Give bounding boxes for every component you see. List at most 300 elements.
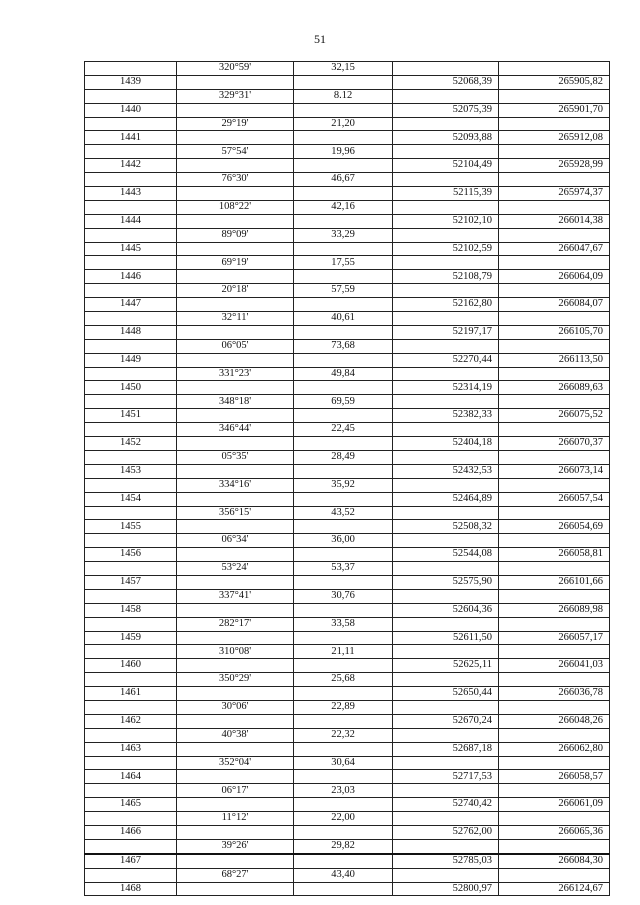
distance-cell — [294, 687, 393, 701]
distance-cell: 53,37 — [294, 562, 393, 576]
segment-row — [85, 228, 610, 242]
distance-cell: 36,00 — [294, 534, 393, 548]
y-cell — [499, 589, 610, 603]
angle-cell — [177, 159, 294, 173]
point-row — [85, 159, 610, 173]
angle-cell: 39°26' — [177, 839, 294, 853]
point-row — [85, 520, 610, 534]
distance-cell: 69,59 — [294, 395, 393, 409]
y-cell — [499, 700, 610, 714]
distance-cell — [294, 854, 393, 868]
point-cell — [85, 284, 177, 298]
point-cell — [85, 62, 177, 76]
segment-row — [85, 339, 610, 353]
y-cell — [499, 868, 610, 882]
x-coordinate: 52075,39 — [393, 103, 499, 117]
point-number: 1465 — [85, 798, 177, 812]
x-cell — [393, 673, 499, 687]
point-row — [85, 882, 610, 896]
distance-cell — [294, 298, 393, 312]
distance-cell: 21,11 — [294, 645, 393, 659]
distance-cell — [294, 742, 393, 756]
point-number: 1463 — [85, 742, 177, 756]
point-cell — [85, 812, 177, 826]
distance-cell — [294, 492, 393, 506]
y-coordinate: 266057,17 — [499, 631, 610, 645]
distance-cell: 32,15 — [294, 62, 393, 76]
x-cell — [393, 839, 499, 853]
distance-cell: 42,16 — [294, 200, 393, 214]
y-cell — [499, 173, 610, 187]
point-cell — [85, 228, 177, 242]
angle-cell — [177, 409, 294, 423]
distance-cell — [294, 437, 393, 451]
x-coordinate: 52162,80 — [393, 298, 499, 312]
page-number: 51 — [314, 32, 326, 46]
point-number: 1444 — [85, 214, 177, 228]
distance-cell — [294, 520, 393, 534]
x-cell — [393, 367, 499, 381]
angle-cell: 06°17' — [177, 784, 294, 798]
x-coordinate: 52197,17 — [393, 325, 499, 339]
segment-row — [85, 839, 610, 853]
distance-cell: 25,68 — [294, 673, 393, 687]
segment-row — [85, 284, 610, 298]
segment-row — [85, 256, 610, 270]
point-row — [85, 325, 610, 339]
segment-row — [85, 673, 610, 687]
x-cell — [393, 256, 499, 270]
x-coordinate: 52762,00 — [393, 825, 499, 839]
y-coordinate: 266070,37 — [499, 437, 610, 451]
point-number: 1456 — [85, 548, 177, 562]
distance-cell — [294, 714, 393, 728]
distance-cell — [294, 464, 393, 478]
angle-cell — [177, 659, 294, 673]
distance-cell — [294, 187, 393, 201]
y-cell — [499, 506, 610, 520]
distance-cell — [294, 381, 393, 395]
distance-cell — [294, 882, 393, 896]
x-cell — [393, 700, 499, 714]
distance-cell: 23,03 — [294, 784, 393, 798]
angle-cell: 32°11' — [177, 312, 294, 326]
y-coordinate: 266058,81 — [499, 548, 610, 562]
point-number: 1446 — [85, 270, 177, 284]
angle-cell: 30°06' — [177, 700, 294, 714]
y-coordinate: 266105,70 — [499, 325, 610, 339]
distance-cell: 46,67 — [294, 173, 393, 187]
y-coordinate: 266036,78 — [499, 687, 610, 701]
y-cell — [499, 284, 610, 298]
point-number: 1468 — [85, 882, 177, 896]
point-row — [85, 742, 610, 756]
point-cell — [85, 784, 177, 798]
point-row — [85, 353, 610, 367]
angle-cell: 108°22' — [177, 200, 294, 214]
y-coordinate: 266041,03 — [499, 659, 610, 673]
y-cell — [499, 617, 610, 631]
point-cell — [85, 868, 177, 882]
y-cell — [499, 450, 610, 464]
y-cell — [499, 395, 610, 409]
point-cell — [85, 423, 177, 437]
point-number: 1439 — [85, 75, 177, 89]
y-coordinate: 266057,54 — [499, 492, 610, 506]
y-cell — [499, 673, 610, 687]
distance-cell — [294, 770, 393, 784]
y-coordinate: 266089,63 — [499, 381, 610, 395]
distance-cell — [294, 159, 393, 173]
segment-row — [85, 645, 610, 659]
distance-cell — [294, 798, 393, 812]
angle-cell — [177, 187, 294, 201]
angle-cell: 350°29' — [177, 673, 294, 687]
angle-cell: 40°38' — [177, 728, 294, 742]
angle-cell: 53°24' — [177, 562, 294, 576]
distance-cell — [294, 603, 393, 617]
segment-row — [85, 89, 610, 103]
segment-row — [85, 312, 610, 326]
point-row — [85, 187, 610, 201]
angle-cell — [177, 242, 294, 256]
segment-row — [85, 506, 610, 520]
point-row — [85, 854, 610, 868]
point-number: 1454 — [85, 492, 177, 506]
x-cell — [393, 312, 499, 326]
y-cell — [499, 62, 610, 76]
segment-row — [85, 756, 610, 770]
x-cell — [393, 450, 499, 464]
distance-cell: 22,45 — [294, 423, 393, 437]
angle-cell: 282°17' — [177, 617, 294, 631]
distance-cell — [294, 103, 393, 117]
segment-row — [85, 784, 610, 798]
x-coordinate: 52404,18 — [393, 437, 499, 451]
point-number: 1455 — [85, 520, 177, 534]
point-number: 1440 — [85, 103, 177, 117]
angle-cell: 329°31' — [177, 89, 294, 103]
x-coordinate: 52740,42 — [393, 798, 499, 812]
distance-cell — [294, 242, 393, 256]
x-cell — [393, 200, 499, 214]
y-cell — [499, 256, 610, 270]
point-row — [85, 437, 610, 451]
point-cell — [85, 700, 177, 714]
point-row — [85, 214, 610, 228]
point-number: 1467 — [85, 854, 177, 868]
angle-cell — [177, 214, 294, 228]
y-cell — [499, 312, 610, 326]
x-coordinate: 52093,88 — [393, 131, 499, 145]
y-cell — [499, 339, 610, 353]
y-cell — [499, 228, 610, 242]
point-cell — [85, 728, 177, 742]
point-row — [85, 631, 610, 645]
x-cell — [393, 284, 499, 298]
angle-cell — [177, 825, 294, 839]
point-row — [85, 492, 610, 506]
distance-cell — [294, 131, 393, 145]
angle-cell — [177, 131, 294, 145]
distance-cell: 28,49 — [294, 450, 393, 464]
y-cell — [499, 645, 610, 659]
segment-row — [85, 423, 610, 437]
y-coordinate: 266058,57 — [499, 770, 610, 784]
x-cell — [393, 756, 499, 770]
distance-cell: 43,40 — [294, 868, 393, 882]
segment-row — [85, 812, 610, 826]
x-coordinate: 52604,36 — [393, 603, 499, 617]
distance-cell — [294, 325, 393, 339]
x-cell — [393, 645, 499, 659]
point-cell — [85, 145, 177, 159]
point-number: 1460 — [85, 659, 177, 673]
y-cell — [499, 812, 610, 826]
point-row — [85, 75, 610, 89]
point-cell — [85, 339, 177, 353]
point-row — [85, 548, 610, 562]
y-coordinate: 266101,66 — [499, 575, 610, 589]
x-cell — [393, 812, 499, 826]
point-number: 1442 — [85, 159, 177, 173]
x-coordinate: 52382,33 — [393, 409, 499, 423]
x-cell — [393, 589, 499, 603]
y-coordinate: 266084,07 — [499, 298, 610, 312]
distance-cell — [294, 825, 393, 839]
angle-cell — [177, 742, 294, 756]
x-coordinate: 52508,32 — [393, 520, 499, 534]
segment-row — [85, 117, 610, 131]
point-row — [85, 464, 610, 478]
y-cell — [499, 784, 610, 798]
angle-cell: 06°34' — [177, 534, 294, 548]
angle-cell — [177, 714, 294, 728]
x-cell — [393, 562, 499, 576]
segment-row — [85, 478, 610, 492]
y-cell — [499, 478, 610, 492]
coordinates-table-body — [85, 62, 610, 896]
x-cell — [393, 478, 499, 492]
distance-cell: 43,52 — [294, 506, 393, 520]
distance-cell: 30,76 — [294, 589, 393, 603]
point-row — [85, 298, 610, 312]
angle-cell: 348°18' — [177, 395, 294, 409]
point-number: 1464 — [85, 770, 177, 784]
x-cell — [393, 868, 499, 882]
y-cell — [499, 562, 610, 576]
x-coordinate: 52800,97 — [393, 882, 499, 896]
angle-cell — [177, 854, 294, 868]
y-coordinate: 265905,82 — [499, 75, 610, 89]
distance-cell: 19,96 — [294, 145, 393, 159]
angle-cell: 76°30' — [177, 173, 294, 187]
point-cell — [85, 534, 177, 548]
angle-cell: 29°19' — [177, 117, 294, 131]
distance-cell: 33,58 — [294, 617, 393, 631]
y-coordinate: 266089,98 — [499, 603, 610, 617]
y-coordinate: 266048,26 — [499, 714, 610, 728]
x-coordinate: 52687,18 — [393, 742, 499, 756]
distance-cell — [294, 409, 393, 423]
point-number: 1453 — [85, 464, 177, 478]
segment-row — [85, 700, 610, 714]
point-cell — [85, 589, 177, 603]
point-number: 1449 — [85, 353, 177, 367]
y-coordinate: 266075,52 — [499, 409, 610, 423]
angle-cell: 337°41' — [177, 589, 294, 603]
angle-cell — [177, 492, 294, 506]
angle-cell — [177, 103, 294, 117]
point-number: 1450 — [85, 381, 177, 395]
point-row — [85, 575, 610, 589]
x-coordinate: 52314,19 — [393, 381, 499, 395]
y-coordinate: 266084,30 — [499, 854, 610, 868]
x-cell — [393, 534, 499, 548]
y-coordinate: 265901,70 — [499, 103, 610, 117]
segment-row — [85, 62, 610, 76]
point-row — [85, 687, 610, 701]
point-cell — [85, 617, 177, 631]
point-cell — [85, 117, 177, 131]
point-cell — [85, 756, 177, 770]
distance-cell — [294, 631, 393, 645]
x-coordinate: 52670,24 — [393, 714, 499, 728]
angle-cell — [177, 631, 294, 645]
segment-row — [85, 589, 610, 603]
point-number: 1445 — [85, 242, 177, 256]
distance-cell: 33,29 — [294, 228, 393, 242]
y-coordinate: 266014,38 — [499, 214, 610, 228]
point-row — [85, 409, 610, 423]
x-coordinate: 52625,11 — [393, 659, 499, 673]
distance-cell — [294, 270, 393, 284]
point-number: 1458 — [85, 603, 177, 617]
segment-row — [85, 728, 610, 742]
y-coordinate: 266065,36 — [499, 825, 610, 839]
point-number: 1447 — [85, 298, 177, 312]
angle-cell: 69°19' — [177, 256, 294, 270]
distance-cell: 49,84 — [294, 367, 393, 381]
distance-cell: 30,64 — [294, 756, 393, 770]
x-cell — [393, 228, 499, 242]
x-coordinate: 52115,39 — [393, 187, 499, 201]
x-cell — [393, 617, 499, 631]
point-cell — [85, 478, 177, 492]
y-cell — [499, 145, 610, 159]
point-number: 1441 — [85, 131, 177, 145]
segment-row — [85, 562, 610, 576]
x-cell — [393, 62, 499, 76]
x-coordinate: 52102,59 — [393, 242, 499, 256]
x-coordinate: 52108,79 — [393, 270, 499, 284]
y-coordinate: 266054,69 — [499, 520, 610, 534]
x-coordinate: 52104,49 — [393, 159, 499, 173]
y-cell — [499, 756, 610, 770]
point-cell — [85, 367, 177, 381]
point-row — [85, 103, 610, 117]
point-cell — [85, 645, 177, 659]
angle-cell — [177, 464, 294, 478]
coordinates-table — [84, 61, 610, 896]
distance-cell — [294, 353, 393, 367]
x-cell — [393, 117, 499, 131]
point-number: 1461 — [85, 687, 177, 701]
y-coordinate: 266062,80 — [499, 742, 610, 756]
angle-cell — [177, 575, 294, 589]
x-cell — [393, 506, 499, 520]
point-row — [85, 659, 610, 673]
y-coordinate: 266124,67 — [499, 882, 610, 896]
distance-cell: 57,59 — [294, 284, 393, 298]
distance-cell: 22,32 — [294, 728, 393, 742]
distance-cell — [294, 659, 393, 673]
distance-cell: 22,00 — [294, 812, 393, 826]
point-number: 1448 — [85, 325, 177, 339]
point-number: 1466 — [85, 825, 177, 839]
y-coordinate: 266061,09 — [499, 798, 610, 812]
x-cell — [393, 145, 499, 159]
segment-row — [85, 534, 610, 548]
point-row — [85, 270, 610, 284]
y-cell — [499, 534, 610, 548]
angle-cell: 06°05' — [177, 339, 294, 353]
angle-cell: 320°59' — [177, 62, 294, 76]
angle-cell — [177, 882, 294, 896]
point-row — [85, 603, 610, 617]
y-cell — [499, 89, 610, 103]
angle-cell — [177, 603, 294, 617]
segment-row — [85, 868, 610, 882]
x-coordinate: 52544,08 — [393, 548, 499, 562]
x-coordinate: 52270,44 — [393, 353, 499, 367]
x-coordinate: 52717,53 — [393, 770, 499, 784]
point-row — [85, 798, 610, 812]
point-cell — [85, 173, 177, 187]
angle-cell — [177, 798, 294, 812]
segment-row — [85, 450, 610, 464]
point-cell — [85, 256, 177, 270]
y-cell — [499, 728, 610, 742]
angle-cell: 346°44' — [177, 423, 294, 437]
distance-cell: 22,89 — [294, 700, 393, 714]
angle-cell: 310°08' — [177, 645, 294, 659]
segment-row — [85, 173, 610, 187]
y-cell — [499, 117, 610, 131]
x-cell — [393, 89, 499, 103]
x-coordinate: 52650,44 — [393, 687, 499, 701]
angle-cell: 57°54' — [177, 145, 294, 159]
x-coordinate: 52102,10 — [393, 214, 499, 228]
point-number: 1452 — [85, 437, 177, 451]
point-cell — [85, 312, 177, 326]
point-row — [85, 242, 610, 256]
angle-cell — [177, 325, 294, 339]
x-coordinate: 52432,53 — [393, 464, 499, 478]
point-cell — [85, 450, 177, 464]
point-row — [85, 714, 610, 728]
point-cell — [85, 506, 177, 520]
distance-cell: 17,55 — [294, 256, 393, 270]
point-cell — [85, 562, 177, 576]
angle-cell: 352°04' — [177, 756, 294, 770]
segment-row — [85, 200, 610, 214]
y-cell — [499, 839, 610, 853]
point-number: 1459 — [85, 631, 177, 645]
segment-row — [85, 617, 610, 631]
y-coordinate: 265974,37 — [499, 187, 610, 201]
point-cell — [85, 89, 177, 103]
